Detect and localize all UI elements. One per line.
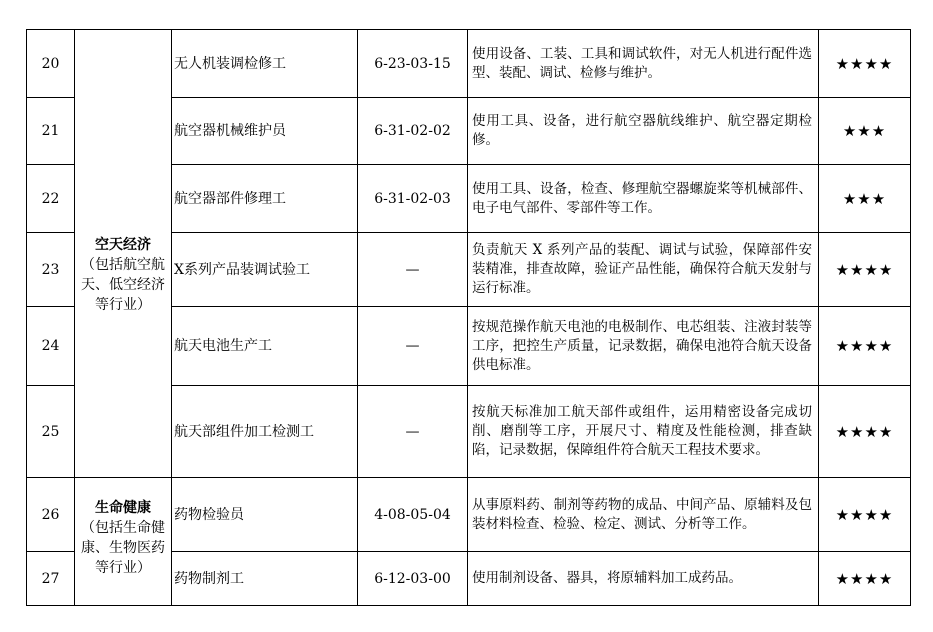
row-number: 21: [27, 98, 75, 165]
occupation-table: [26, 29, 911, 606]
occupation-name: 药物检验员: [172, 478, 358, 552]
category-cell-aerospace: [75, 30, 172, 478]
star-rating: ★★★★: [819, 307, 911, 386]
star-rating: ★★★★: [819, 552, 911, 606]
category-subtitle: 康、生物医药: [81, 540, 165, 556]
category-subtitle: 天、低空经济: [81, 276, 165, 293]
occupation-code: 6-31-02-02: [358, 98, 468, 165]
occupation-name: 无人机装调检修工: [172, 30, 358, 98]
table-row: [27, 30, 911, 98]
row-number: 26: [27, 478, 75, 552]
category-subtitle: 等行业）: [95, 560, 151, 576]
occupation-description: 负责航天 X 系列产品的装配、调试与试验，保障部件安装精准，排查故障，验证产品性能，确保符合航天发射与运行标准。: [468, 233, 819, 307]
occupation-name: 航天电池生产工: [172, 307, 358, 386]
category-subtitle: 等行业）: [95, 296, 151, 313]
occupation-name: 航天部组件加工检测工: [172, 386, 358, 478]
star-rating: ★★★: [819, 98, 911, 165]
category-title: 空天经济: [95, 236, 151, 253]
star-rating: ★★★★: [819, 386, 911, 478]
category-title: 生命健康: [95, 500, 151, 516]
star-rating: ★★★★: [819, 478, 911, 552]
row-number: 24: [27, 307, 75, 386]
star-rating: ★★★★: [819, 233, 911, 307]
category-subtitle: （包括生命健: [81, 520, 165, 536]
category-subtitle: （包括航空航: [81, 256, 165, 273]
row-number: 20: [27, 30, 75, 98]
row-number: 25: [27, 386, 75, 478]
occupation-description: 按航天标准加工航天部件或组件，运用精密设备完成切削、磨削等工序，开展尺寸、精度及性能检测，排查缺陷，记录数据，保障组件符合航天工程技术要求。: [468, 386, 819, 478]
occupation-code: 4-08-05-04: [358, 478, 468, 552]
occupation-code: —: [358, 386, 468, 478]
category-cell-health: [75, 478, 172, 606]
occupation-code: 6-23-03-15: [358, 30, 468, 98]
star-rating: ★★★★: [819, 30, 911, 98]
occupation-name: 航空器部件修理工: [172, 165, 358, 233]
occupation-code: 6-12-03-00: [358, 552, 468, 606]
row-number: 23: [27, 233, 75, 307]
row-number: 27: [27, 552, 75, 606]
occupation-description: 使用工具、设备，进行航空器航线维护、航空器定期检修。: [468, 98, 819, 165]
occupation-description: 使用设备、工装、工具和调试软件，对无人机进行配件选型、装配、调试、检修与维护。: [468, 30, 819, 98]
row-number: 22: [27, 165, 75, 233]
star-rating: ★★★: [819, 165, 911, 233]
occupation-name: 航空器机械维护员: [172, 98, 358, 165]
occupation-description: 使用制剂设备、器具，将原辅料加工成药品。: [468, 552, 819, 606]
table-row: [27, 478, 911, 552]
occupation-description: 按规范操作航天电池的电极制作、电芯组装、注液封装等工序，把控生产质量，记录数据，确保电池符合航天设备供电标准。: [468, 307, 819, 386]
occupation-code: —: [358, 307, 468, 386]
occupation-name: 药物制剂工: [172, 552, 358, 606]
occupation-description: 从事原料药、制剂等药物的成品、中间产品、原辅料及包装材料检查、检验、检定、测试、分析等工作。: [468, 478, 819, 552]
occupation-description: 使用工具、设备，检查、修理航空器螺旋桨等机械部件、电子电气部件、零部件等工作。: [468, 165, 819, 233]
occupation-code: 6-31-02-03: [358, 165, 468, 233]
occupation-name: X系列产品装调试验工: [172, 233, 358, 307]
occupation-code: —: [358, 233, 468, 307]
